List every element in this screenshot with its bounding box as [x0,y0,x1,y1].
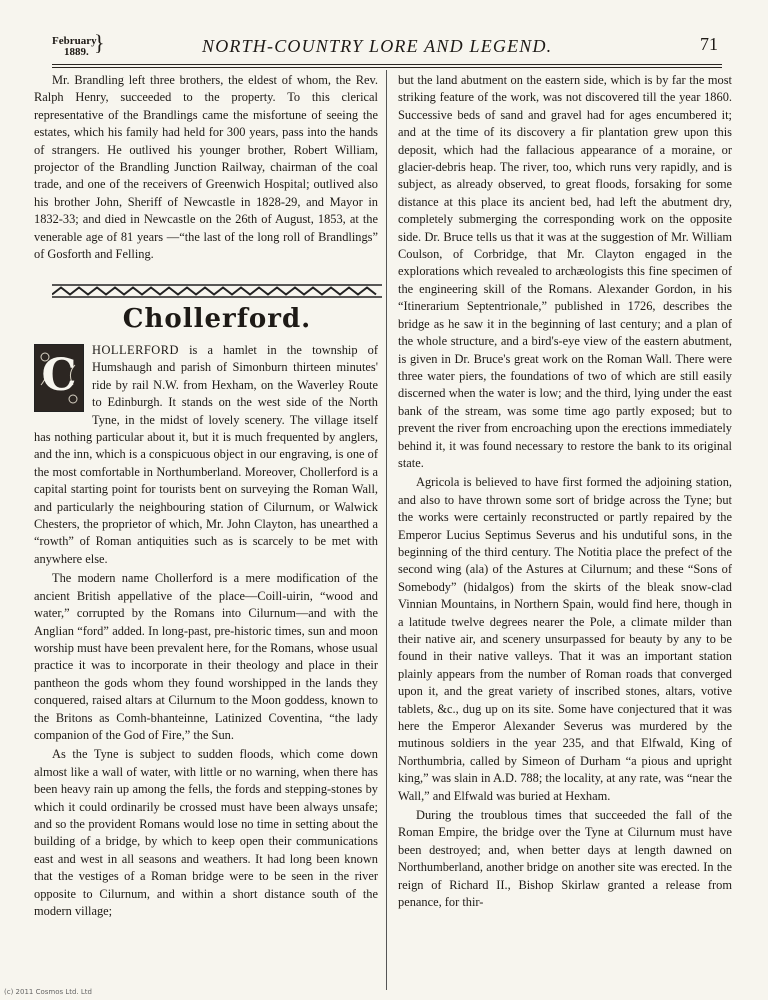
column-divider [386,70,387,990]
article-paragraph-1 [34,342,378,568]
ornamental-divider [52,283,382,297]
journal-title: NORTH-COUNTRY LORE AND LEGEND. [202,36,553,56]
section-title: Chollerford. [122,304,312,334]
header-rule [52,67,722,68]
running-header [52,30,722,65]
left-column [34,72,378,263]
page-number: 71 [700,34,718,54]
article-paragraph-6: During the troublous times that succeeded the fall of the Roman Empire, the bridge over the Tyne at Cilurnum must have been destroyed; and, when better days at length dawned on Northumberland, another bridge on another site was erected. In the reign of Richard II., Bishop Skirlaw granted a release from penance, for thir- [398,808,732,910]
issue-date [52,36,97,58]
article-paragraph-2: The modern name Chollerford is a mere modification of the ancient British appellative of the place—Coill-uirin, “wood and water,” corrupted by the Romans into Cilurnum—and with the Anglian “ford” added. In long-past, pre-historic times, sun and moon worship must have been prevalent here, for the Romans, whose usual practice it was to incorporate in their theology and place in their pantheon the gods whom they found worshipped in the lands they conquered, raised altars at Cilurnum to the Moon goddess, known to the Britons as Comh-bhanteinne, Latinized Coventina, “the lady companion of the God of Fire,” the Sun. [34,571,378,742]
brandling-paragraph: Mr. Brandling left three brothers, the eldest of whom, the Rev. Ralph Henry, succeeded to the property. To this clerical representative of the Brandlings came the misfortune of seeing the estates, which his family had held for 300 years, pass into the hands of strangers. He outlived his younger brother, Robert William, projector of the Brandling Junction Railway, chairman of the coal trade, and one of the receivers of Greenwich Hospital; outlived also his brother John, Sheriff of Newcastle in 1828-29, and Mayor in 1832-33; and died in Newcastle on the 26th of August, 1853, at the venerable age of 81 years —“the last of the long roll of Brandlings” of Gosforth and Felling. [34,73,378,262]
chollerford-article [34,342,378,920]
header-brace: } [94,30,105,55]
dropcap-initial [34,344,84,412]
zigzag-ornament-icon [52,284,382,298]
issue-month: February [52,35,97,47]
article-paragraph-5: Agricola is believed to have first formed the adjoining station, and also to have thrown some sort of bridge across the Tyne; but the works were certainly reconstructed or partly repaired by the Emperor Lucius Septimus Severus and his undutiful sons, in the beginning of the third century. The Notitia place the prefect of the second wing (ala) of the Astures at Cilurnum; and these “Sons of Somebody” (hidalgos) from the skirts of the bleak snow-clad Vinnian Mountains, in Northern Spain, would find here, though in a latitude twelve degrees nearer the Pole, a climate milder than their native air, and scenery unsurpassed for beauty by any to be found in their native valleys. That it was an important station plainly appears from the number of Roman roads that converged upon it, and the great variety of inscribed stones, altars, votive tablets, &c., dug up on its site. Some have conjectured that it was here the Emperor Alexander Severus was murdered by the mutinous soldiers in the year 235, and that Elfwald, King of Northumbria, called by Simeon of Durham “a pious and upright king,” was slain in A.D. 788; the locality, at any rate, was “near the Wall,” and Elfwald was buried at Hexham. [398,475,732,803]
right-column [398,72,732,912]
article-paragraph-1-text: is a hamlet in the township of Humshaugh and parish of Simonburn thirteen minutes' ride by rail N.W. from Hexham, on the Waverley Route to Edinburgh. It stands on the west side of the North Tyne, in the midst of lovely scenery. The village itself has nothing particular about it, but it is much frequented by anglers, and the inn, which is a conspicuous object in our engraving, is one of the most comfortable in Northumberland. Moreover, Chollerford is a capital starting point for tourists bent on surveying the Roman Wall, and particularly the neighbouring station of Cilurnum, or Walwick Chesters, the proprietor of which, Mr. John Clayton, has unearthed a “rowth” of Roman antiquities such as is scarcely to be met with anywhere else. [34,343,378,566]
article-lead-word: HOLLERFORD [92,343,179,357]
dropcap-letter: C [41,350,77,401]
copyright-notice: (c) 2011 Cosmos Ltd. Ltd [4,988,92,996]
article-paragraph-4: but the land abutment on the eastern side, which is by far the most striking feature of the work, was not discovered till the year 1860. Successive beds of sand and gravel had for ages encumbered it; and at the time of its discovery a fir plantation grew upon this deposit, which had the fallacious appearance of a moraine, or glacier-debris heap. The river, too, which runs very rapidly, and is subject, as already observed, to great floods, forsaking for some distance at this place its ancient bed, had left the abutment dry, completely submerging the corresponding work on the opposite side. Dr. Bruce tells us that it was at the suggestion of Mr. William Coulson, of Corbridge, that Mr. Clayton engaged in the explorations which revealed to archæologists this fine specimen of the engineering skill of the Romans. Alexander Gordon, in his “Itinerarium Septentrionale,” published in 1726, describes the bridge as he saw it in the beginning of last century; and a plan of the whole structure, and a bird's-eye view of the eastern abutment, is given in Dr. Bruce's great work on the Roman Wall. There were three water piers, the foundations of two of which are still easily discerned when the water is low; and the third, lying under the east bank of the stream, was some time ago partly exposed; but to prevent the river from encroaching upon the erections immediately behind it, it was found necessary to restore the bank to its original state. [398,73,732,470]
article-paragraph-3: As the Tyne is subject to sudden floods, which come down almost like a wall of water, with little or no warning, when there has been heavy rain up among the fells, the fords and stepping-stones by which it could ordinarily be crossed must have been always unsafe; and so the provident Romans would lose no time in setting about the building of a bridge, by which to keep open their communications east and west in all seasons and weathers. It had long been known that the vestiges of a Roman bridge were to be seen in the river opposite to Cilurnum, and within a short distance south of the modern village; [34,747,378,918]
issue-year: 1889. [64,46,89,58]
